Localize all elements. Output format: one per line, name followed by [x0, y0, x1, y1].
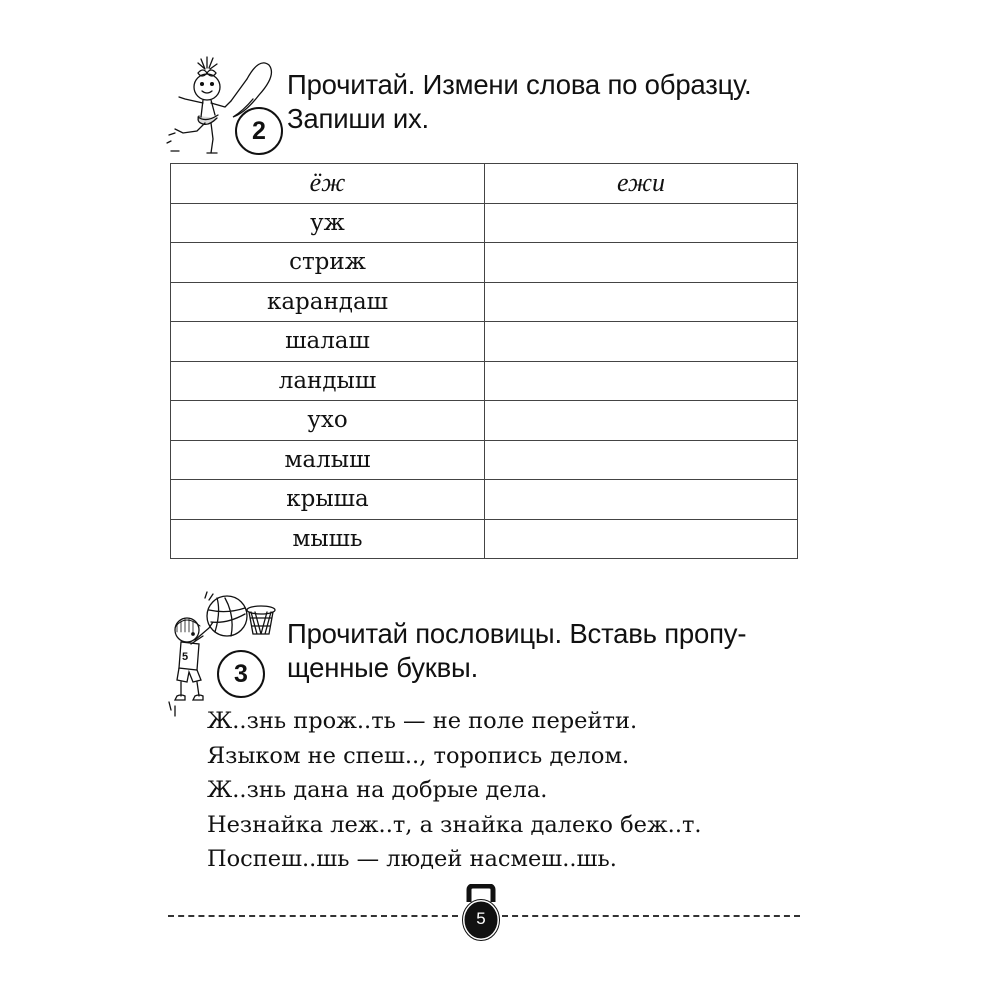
page-number: 5	[476, 909, 486, 928]
task-number: 3	[234, 659, 248, 688]
instruction-line: Прочитай пословицы. Вставь пропу-	[287, 618, 747, 649]
footer-divider-left	[168, 915, 458, 917]
svg-text:5: 5	[182, 651, 189, 663]
task-instruction	[287, 617, 746, 685]
word-cell: крыша	[171, 480, 485, 520]
column-header: ежи	[485, 164, 798, 204]
proverb-list	[207, 704, 702, 877]
word-cell: карандаш	[171, 282, 485, 322]
column-header: ёж	[171, 164, 485, 204]
table-row	[171, 322, 798, 362]
answer-cell[interactable]	[485, 243, 798, 283]
answer-cell[interactable]	[485, 480, 798, 520]
answer-cell[interactable]	[485, 361, 798, 401]
word-cell: стриж	[171, 243, 485, 283]
proverb: Ж..знь прож..ть — не поле перейти.	[207, 708, 638, 734]
table-row	[171, 401, 798, 441]
word-cell: мышь	[171, 519, 485, 559]
answer-cell[interactable]	[485, 282, 798, 322]
table-header-row	[171, 164, 798, 204]
table-row	[171, 361, 798, 401]
task-number: 2	[252, 116, 266, 145]
answer-cell[interactable]	[485, 519, 798, 559]
instruction-line: Запиши их.	[287, 103, 429, 134]
instruction-line: Прочитай. Измени слова по образцу.	[287, 69, 752, 100]
table-row	[171, 480, 798, 520]
proverb: Ж..знь дана на добрые дела.	[207, 777, 548, 803]
answer-cell[interactable]	[485, 322, 798, 362]
table-row	[171, 282, 798, 322]
answer-cell[interactable]	[485, 440, 798, 480]
page-number-badge	[461, 884, 501, 942]
answer-cell[interactable]	[485, 401, 798, 441]
table-row	[171, 203, 798, 243]
answer-cell[interactable]	[485, 203, 798, 243]
table-row	[171, 243, 798, 283]
task-number-badge	[217, 650, 265, 698]
task-instruction	[287, 68, 751, 136]
word-cell: ухо	[171, 401, 485, 441]
proverb: Языком не спеш.., торопись делом.	[207, 742, 630, 769]
instruction-line: щенные буквы.	[287, 652, 479, 683]
word-cell: уж	[171, 203, 485, 243]
proverb: Незнайка леж..т, а знайка далеко беж..т.	[207, 811, 702, 838]
table-row	[171, 519, 798, 559]
word-table	[170, 163, 798, 559]
word-cell: шалаш	[171, 322, 485, 362]
proverb: Поспеш..шь — людей насмеш..шь.	[207, 846, 617, 872]
table-row	[171, 440, 798, 480]
word-cell: ландыш	[171, 361, 485, 401]
task-number-badge	[235, 107, 283, 155]
boy-basketball-illustration	[165, 588, 280, 718]
word-cell: малыш	[171, 440, 485, 480]
footer-divider-right	[502, 915, 800, 917]
